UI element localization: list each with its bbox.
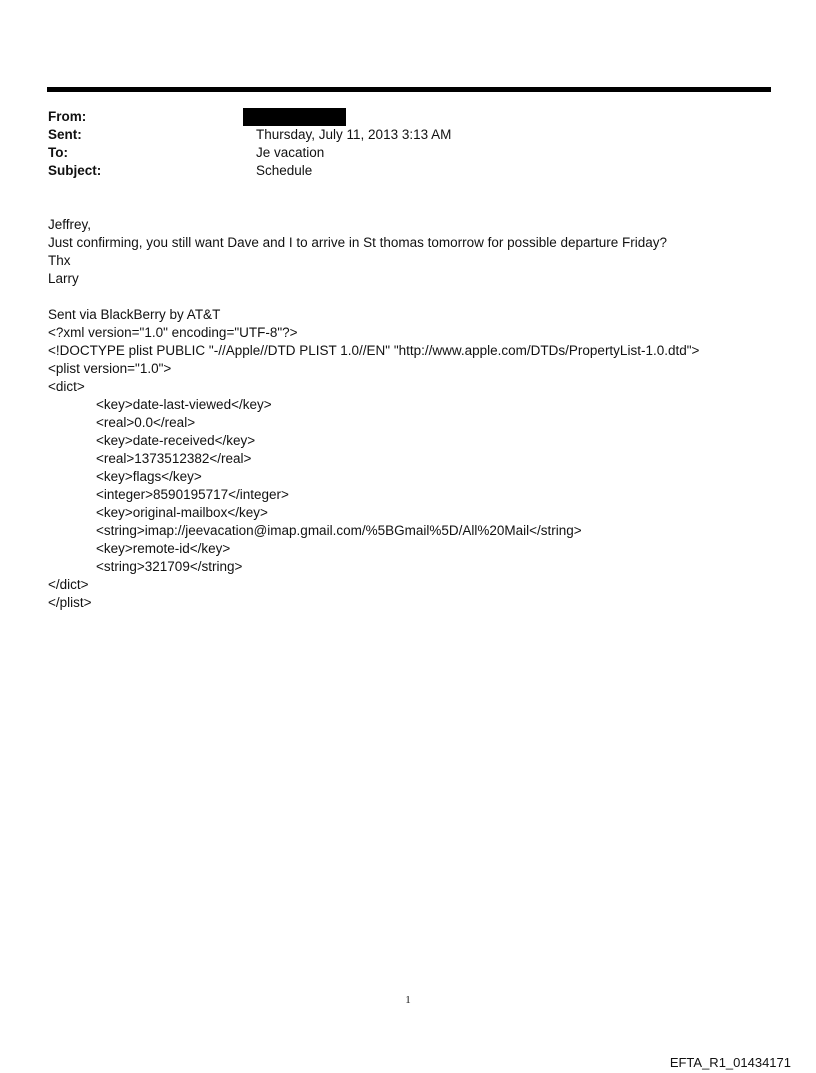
to-row bbox=[48, 144, 748, 162]
plist-entry: <key>remote-id</key> bbox=[96, 541, 231, 556]
greeting: Jeffrey, bbox=[48, 217, 92, 232]
sent-value: Thursday, July 11, 2013 3:13 AM bbox=[256, 127, 452, 142]
sent-row bbox=[48, 126, 748, 144]
subject-label: Subject: bbox=[48, 163, 102, 178]
from-row bbox=[48, 108, 748, 126]
plist-entry: <key>date-received</key> bbox=[96, 433, 256, 448]
header-rule bbox=[47, 87, 771, 92]
plist-entry: <key>original-mailbox</key> bbox=[96, 505, 268, 520]
plist-entry: <string>imap://jeevacation@imap.gmail.com/%5BGmail%5D/All%20Mail</string> bbox=[96, 523, 582, 538]
plist-entry: <integer>8590195717</integer> bbox=[96, 487, 289, 502]
plist-open: <plist version="1.0"> bbox=[48, 361, 172, 376]
thanks-text: Thx bbox=[48, 253, 71, 268]
from-label: From: bbox=[48, 109, 87, 124]
redaction-box bbox=[243, 108, 346, 126]
message-text: Just confirming, you still want Dave and I to arrive in St thomas tomorrow for possible departure Friday? bbox=[48, 235, 668, 250]
spacer bbox=[48, 288, 788, 306]
doctype-line: <!DOCTYPE plist PUBLIC "-//Apple//DTD PLIST 1.0//EN" "http://www.apple.com/DTDs/PropertyList-1.0.dtd"> bbox=[48, 343, 700, 358]
dict-open: <dict> bbox=[48, 379, 85, 394]
sent-label: Sent: bbox=[48, 127, 82, 142]
plist-entry: <real>1373512382</real> bbox=[96, 451, 252, 466]
subject-row bbox=[48, 162, 748, 180]
plist-entry: <key>flags</key> bbox=[96, 469, 202, 484]
plist-entry: <real>0.0</real> bbox=[96, 415, 196, 430]
dict-close: </dict> bbox=[48, 577, 89, 592]
from-value bbox=[256, 108, 346, 126]
email-body bbox=[48, 216, 788, 612]
subject-value: Schedule bbox=[256, 163, 313, 178]
to-value: Je vacation bbox=[256, 145, 325, 160]
page-number: 1 bbox=[405, 994, 411, 1006]
plist-entry: <string>321709</string> bbox=[96, 559, 243, 574]
plist-close: </plist> bbox=[48, 595, 92, 610]
bates-id: EFTA_R1_01434171 bbox=[669, 1055, 791, 1070]
signature: Larry bbox=[48, 271, 79, 286]
email-header bbox=[48, 108, 748, 180]
plist-entry: <key>date-last-viewed</key> bbox=[96, 397, 272, 412]
to-label: To: bbox=[48, 145, 68, 160]
xml-declaration: <?xml version="1.0" encoding="UTF-8"?> bbox=[48, 325, 298, 340]
sent-via-text: Sent via BlackBerry by AT&T bbox=[48, 307, 221, 322]
